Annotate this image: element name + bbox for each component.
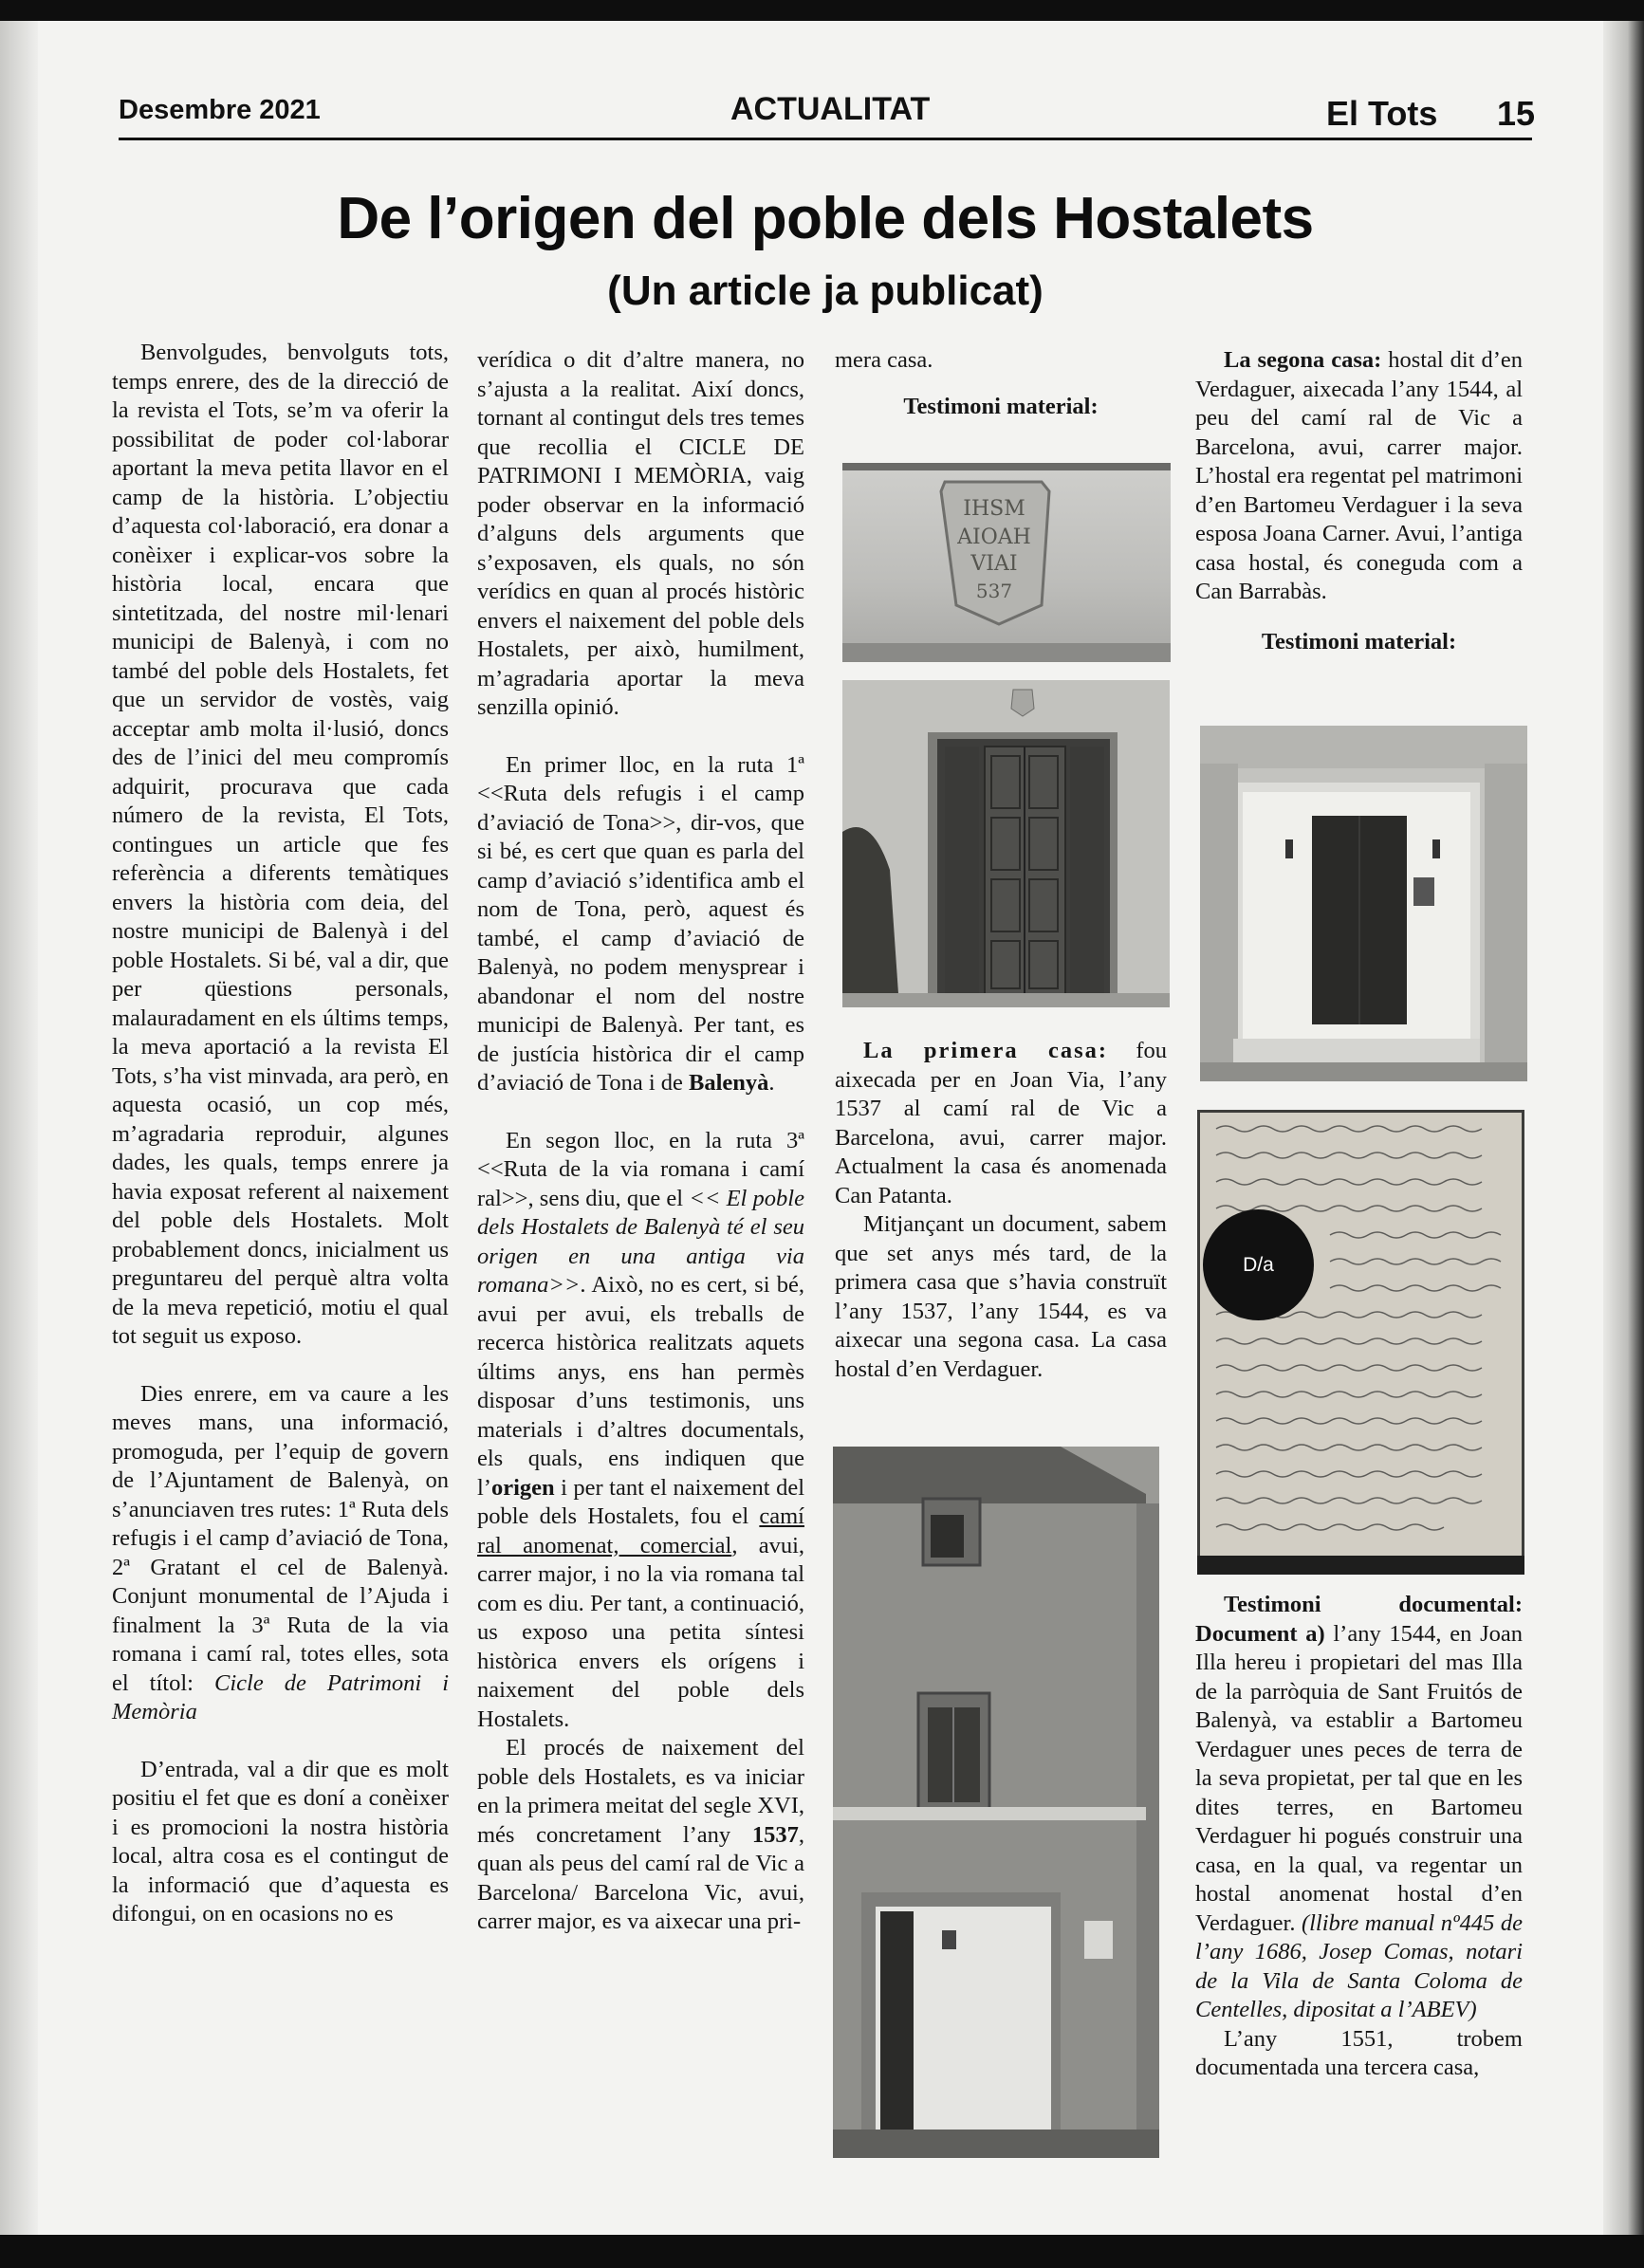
paragraph: Mitjançant un document, sabem que set anys més tard, de la primera casa que s’havia construït l’any 1537, l’any 1544, es va aixecar una segona casa. La casa hostal d’en Verdaguer. xyxy=(835,1211,1167,1382)
bold-run: Balenyà xyxy=(689,1070,769,1096)
text-run: l’any 1544, en Joan Illa hereu i propietari del mas Illa de la parròquia de Sant Fruitós de Balenyà, va establir a Bartomeu Verdaguer unes peces de terra de la seva propietat, per tal que en les dites terres, en Bartomeu Verdaguer hi pogués construir una casa, en la qual, va regentar un hostal anomenat hostal d’en Verdaguer. xyxy=(1195,1620,1524,1936)
bold-run: origen xyxy=(490,1474,555,1501)
citation-run: (llibre manual nº445 de l’any 1686, Josep Comas, notari de la Vila de Santa Coloma de Centelles, dipositat a l’ABEV) xyxy=(1195,1909,1523,2022)
photo-primera-casa-door xyxy=(842,680,1170,1007)
paragraph: D’entrada, val a dir que es molt positiu el fet que es doní a conèixer i es promocioni la nostra història local, altra cosa es el contingut de la informació que d’aquesta es difongui, on en ocasions no es xyxy=(112,1756,449,1927)
cycle-title: Cicle de Patrimoni i Memòria xyxy=(112,1669,450,1724)
text-run: En primer lloc, en la ruta 1ª <<Ruta dels refugis i el camp d’aviació de Tona>>, dir-vos, que si bé, es cert que quan es parla del camp d’aviació s’identifica amb el nom de Tona, però, aquest és també, el camp d’aviació de Balenyà, no podem menysprear i abandonar el nom del nostre municipi de Balenyà. Per tant, es de justícia històrica dir el camp d’aviació de Tona i de xyxy=(477,751,804,1096)
svg-text:537: 537 xyxy=(975,580,1013,602)
paragraph xyxy=(477,1127,804,1735)
paragraph xyxy=(835,1037,1167,1210)
article-subtitle: (Un article ja publicat) xyxy=(607,267,1044,314)
column-2 xyxy=(477,346,804,1937)
quote-run: << El poble dels Hostalets de Balenyà té el seu origen en una antiga via romana>> xyxy=(477,1185,804,1298)
bottom-border xyxy=(0,2235,1644,2268)
text-run: fou aixecada per en Joan Via, l’any 1537 al camí ral de Vic a Barcelona, avui, carrer major. Actualment la casa és anomenada Can Patanta. xyxy=(835,1038,1167,1208)
bold-run: 1537 xyxy=(751,1821,799,1848)
bold-run: La segona casa: xyxy=(1224,347,1382,373)
paragraph: Benvolgudes, benvolguts tots, temps enrere, des de la direcció de la revista el Tots, se’m va oferir la possibilitat de poder col·laborar aportant la meva petita llavor en el camp de la història. L’objectiu d’aquesta col·laboració, era donar a conèixer i explicar-vos sobre la història local, encara que sintetitzada, del nostre mil·lenari municipi de Balenyà, i com no també del poble dels Hostalets, fet que un servidor de vostès, vaig acceptar amb molta il·lusió, doncs des de l’inici del meu compromís adquirit, procurava que cada número de la revista, El Tots, contingues un article que fes referència a diferents temàtiques envers la història com deia, del nostre municipi de Balenyà i del poble Hostalets. Si bé, val a dir, que per qüestions personals, malauradament en els últims temps, la meva aportació a la revista El Tots, s’ha vist minvada, ara però, en aquesta ocasió, un cop més, m’agradaria reproduir, algunes dades, les quals, temps enrere ja havia exposat referent al naixement del poble dels Hostalets. Molt probablement doncs, inicialment us preguntareu del perquè altra volta de la meva repetició, motiu el qual tot seguit us exposo. xyxy=(112,340,449,1349)
issue-date: Desembre 2021 xyxy=(119,95,321,125)
paragraph xyxy=(477,751,804,1098)
page-number: 15 xyxy=(1497,94,1536,133)
paragraph: verídica o dit d’altre manera, no s’ajusta a la realitat. Així doncs, tornant al contingut dels tres temes que recollia el CICLE DE PATRIMONI I MEMÒRIA, vaig poder observar en la informació d’alguns dels arguments que s’exposaven, els quals, no són verídics en quan al procés històric envers el naixement del poble dels Hostalets, per això, humilment, m’agradaria aportar la meva senzilla opinió. xyxy=(477,347,804,720)
text-run: i per tant el naixement del poble dels Hostalets, fou el xyxy=(477,1474,804,1529)
magazine-name: El Tots xyxy=(1326,94,1438,133)
column-4-bottom xyxy=(1195,1591,1523,2083)
bold-run: Testimoni documental: Document a) xyxy=(1195,1592,1523,1647)
column-1 xyxy=(112,339,449,1929)
top-border xyxy=(0,0,1644,21)
column-4-top xyxy=(1195,346,1523,685)
text-run: , avui, carrer major, i no la via romana tal com es diu. Per tant, a continuació, us exposo una petita síntesi històrica envers els orígens i naixement del poble dels Hostalets. xyxy=(477,1532,805,1732)
header-rule xyxy=(119,138,1532,140)
paragraph xyxy=(1195,1591,1523,2025)
page-binding-shadow xyxy=(0,21,38,2235)
paragraph xyxy=(1195,346,1523,607)
svg-text:AIOAH: AIOAH xyxy=(957,526,1031,549)
text-run: En segon lloc, en la ruta 3ª <<Ruta de la via romana i camí ral>>, sens diu, que el xyxy=(477,1127,804,1211)
photo-hostal-doorway xyxy=(1200,726,1527,1081)
paragraph xyxy=(477,1734,804,1937)
paragraph: mera casa. xyxy=(835,347,933,373)
svg-text:VIAI: VIAI xyxy=(970,552,1018,576)
photo-inscription-stone xyxy=(842,463,1171,662)
text-run: . Això, no es cert, si bé, avui per avui, els treballs de recerca històrica realitzats aquets últims anys, ens han permès disposar d’uns testimonis, uns materials i d’altres documentals, els quals, ens indiquen que l’ xyxy=(477,1272,804,1501)
photo-handwritten-document xyxy=(1197,1110,1524,1575)
subheading: Testimoni material: xyxy=(1261,628,1457,655)
page-edge-shadow xyxy=(1603,21,1644,2235)
text-run: , quan als peus del camí ral de Vic a Barcelona/ Barcelona Vic, avui, carrer major, es va aixecar una pri- xyxy=(477,1821,804,1934)
paragraph: L’any 1551, trobem documentada una tercera casa, xyxy=(1195,2025,1523,2080)
text-run: Dies enrere, em va caure a les meves mans, una informació, promoguda, per l’equip de govern de l’Ajuntament de Balenyà, on s’anunciaven tres rutes: 1ª Ruta dels refugis i el camp d’aviació de Tona, 2ª Gratant el cel de Balenyà. Conjunt monumental de l’Ajuda i finalment la 3ª Ruta de la via romana i camí ral, totes elles, sota el títol: xyxy=(112,1380,449,1696)
column-3-bottom xyxy=(835,1037,1167,1384)
subheading: Testimoni material: xyxy=(903,393,1099,419)
photo-casa-facade xyxy=(833,1447,1159,2158)
underline-run: camí ral anomenat, comercial xyxy=(477,1503,804,1558)
section-title: ACTUALITAT xyxy=(730,91,931,127)
svg-text:IHSM: IHSM xyxy=(963,497,1025,521)
text-run: El procés de naixement del poble dels Hostalets, es va iniciar en la primera meitat del segle XVI, més concretament l’any xyxy=(477,1735,804,1848)
document-label-badge: D/a xyxy=(1203,1209,1314,1320)
bold-run: La primera casa: xyxy=(863,1038,1109,1063)
column-3-top xyxy=(835,346,1167,450)
text-run: . xyxy=(768,1070,775,1096)
article-title: De l’origen del poble dels Hostalets xyxy=(337,186,1314,251)
paragraph xyxy=(112,1380,449,1727)
text-run: hostal dit d’en Verdaguer, aixecada l’any 1544, al peu del camí ral de Vic a Barcelona, avui, carrer major. L’hostal era regentat pel matrimoni d’en Bartomeu Verdaguer i la seva esposa Joana Carner. Avui, l’antiga casa hostal, és coneguda com a Can Barrabàs. xyxy=(1195,347,1523,604)
